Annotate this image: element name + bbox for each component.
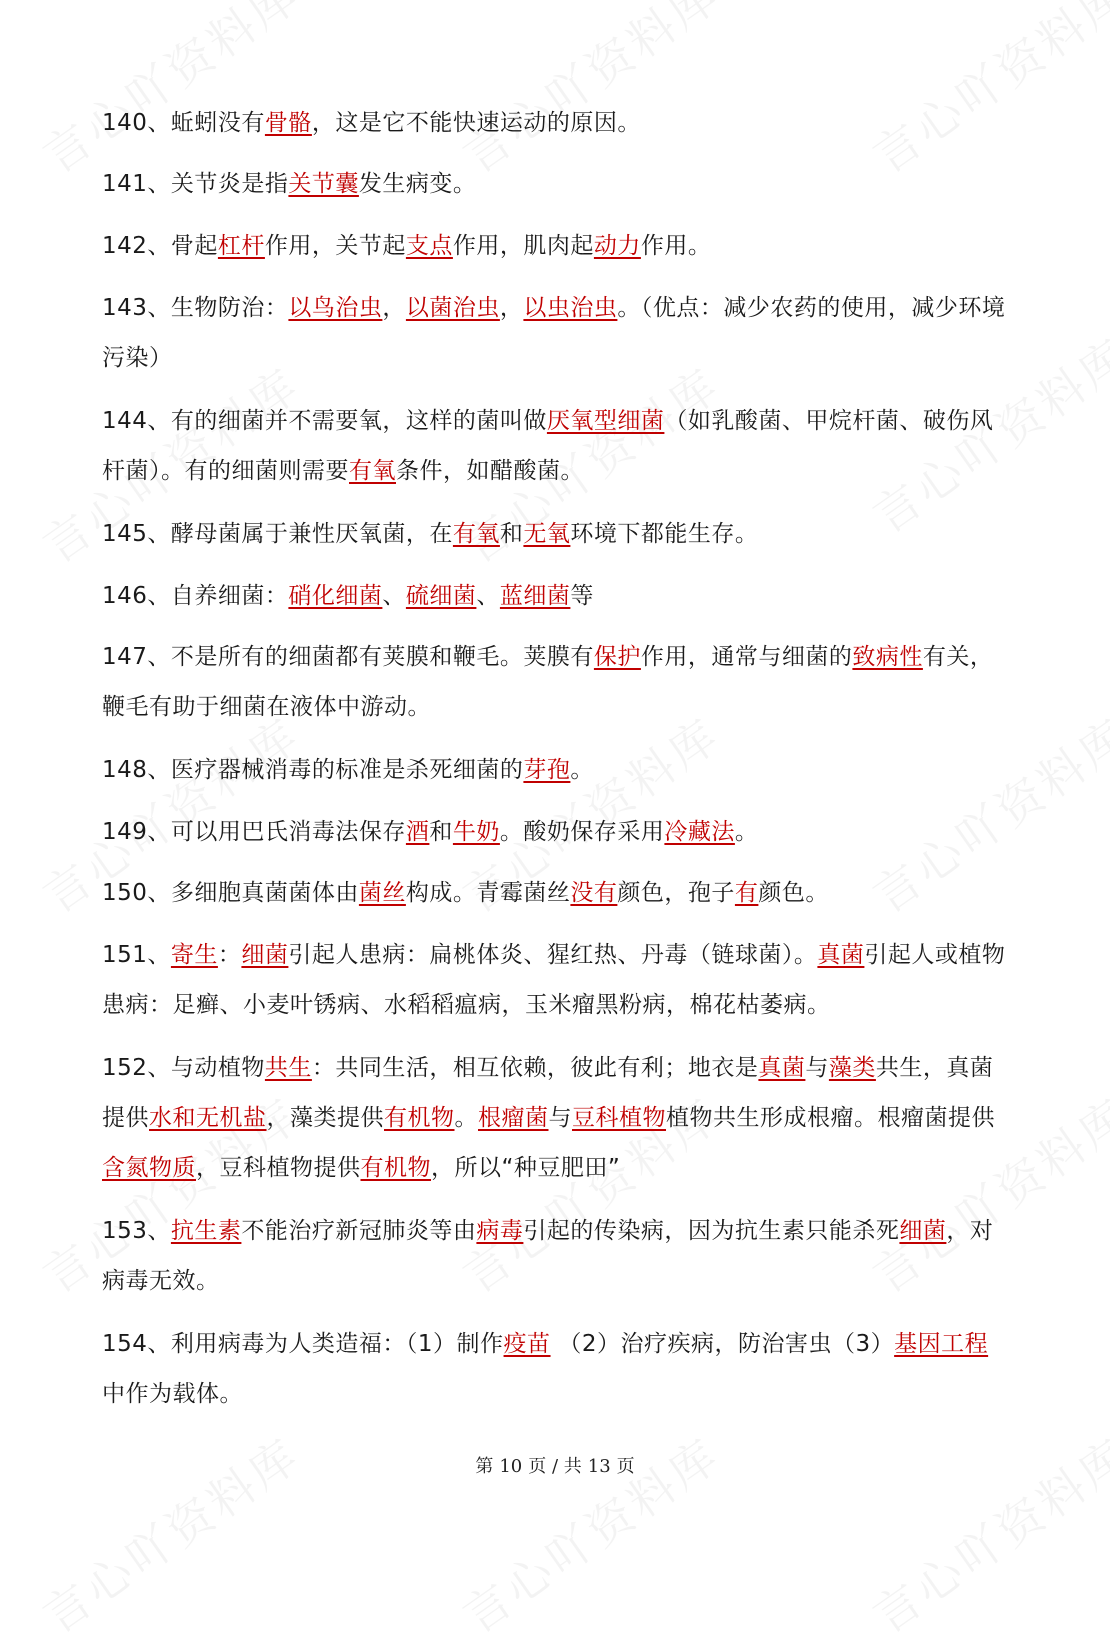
- key-term: 有: [734, 880, 759, 906]
- text-segment: 152、与动植物: [102, 1055, 265, 1081]
- text-segment: 148、医疗器械消毒的标准是杀死细菌的: [102, 757, 524, 783]
- text-segment: ：: [217, 942, 242, 968]
- text-segment: 146、自养细菌：: [102, 583, 289, 609]
- text-segment: 构成。青霉菌丝: [405, 880, 571, 906]
- text-segment: 有关，鞭毛有助于细菌在液体中游动。: [102, 644, 994, 720]
- key-term: 以虫治虫: [523, 295, 618, 321]
- key-term: 支点: [405, 233, 453, 259]
- text-segment: ，藻类提供: [266, 1105, 384, 1131]
- key-term: 有机物: [384, 1105, 455, 1131]
- key-term: 冷藏法: [664, 819, 735, 845]
- page-footer: [0, 1452, 1110, 1478]
- key-term: 硫细菌: [405, 583, 477, 609]
- key-term: 蓝细菌: [499, 583, 571, 609]
- text-segment: ，: [499, 295, 524, 321]
- footer-mid: 页 / 共: [528, 1456, 582, 1477]
- text-segment: 149、可以用巴氏消毒法保存: [102, 819, 406, 845]
- text-segment: ，豆科植物提供: [196, 1155, 361, 1181]
- list-item: [102, 1319, 1007, 1419]
- text-segment: 植物共生形成根瘤。根瘤菌提供: [666, 1105, 995, 1131]
- text-segment: 140、蚯蚓没有: [102, 110, 265, 136]
- key-term: 关节囊: [288, 171, 359, 197]
- key-term: 有氧: [452, 521, 500, 547]
- text-segment: 145、酵母菌属于兼性厌氧菌，在: [102, 521, 453, 547]
- list-item: [102, 868, 1007, 918]
- text-segment: 154、利用病毒为人类造福：（1）制作: [102, 1331, 504, 1357]
- text-segment: 引起人患病：扁桃体炎、猩红热、丹毒（链球菌）。: [288, 942, 818, 968]
- text-segment: 150、多细胞真菌菌体由: [102, 880, 359, 906]
- list-item: [102, 745, 1007, 795]
- key-term: 真菌: [758, 1055, 806, 1081]
- text-segment: 共生，真菌提供: [102, 1055, 994, 1131]
- text-segment: 颜色，孢子: [617, 880, 735, 906]
- list-item: [102, 509, 1007, 559]
- key-term: 厌氧型细菌: [546, 408, 665, 434]
- text-segment: 引起的传染病，因为抗生素只能杀死: [523, 1218, 900, 1244]
- key-term: 疫苗: [503, 1331, 551, 1357]
- total-pages: 13: [587, 1456, 611, 1477]
- list-item: [102, 632, 1007, 732]
- key-term: 以菌治虫: [405, 295, 500, 321]
- key-term: 菌丝: [358, 880, 406, 906]
- footer-prefix: 第: [475, 1456, 494, 1477]
- text-segment: 与: [548, 1105, 572, 1131]
- key-term: 动力: [593, 233, 641, 259]
- text-segment: 。: [570, 757, 594, 783]
- key-term: 豆科植物: [572, 1105, 666, 1131]
- text-segment: 。: [454, 1105, 478, 1131]
- list-item: [102, 98, 1007, 148]
- text-segment: 141、关节炎是指: [102, 171, 289, 197]
- text-segment: 153、: [102, 1218, 171, 1244]
- text-segment: 中作为载体。: [102, 1381, 243, 1407]
- text-segment: 作用，肌肉起: [452, 233, 594, 259]
- key-term: 水和无机盐: [149, 1105, 267, 1131]
- text-segment: 作用。: [640, 233, 712, 259]
- text-segment: ，所以“种豆肥田”: [431, 1155, 621, 1181]
- key-term: 抗生素: [170, 1218, 242, 1244]
- key-term: 根瘤菌: [478, 1105, 549, 1131]
- text-segment: 引起人或植物患病：足癣、小麦叶锈病、水稻稻瘟病，玉米瘤黑粉病，棉花枯萎病。: [102, 942, 1006, 1018]
- key-term: 共生: [264, 1055, 312, 1081]
- list-item: [102, 807, 1007, 857]
- key-term: 有氧: [349, 458, 396, 484]
- list-item: [102, 159, 1007, 209]
- text-segment: （2）治疗疾病，防治害虫（3）: [550, 1331, 895, 1357]
- key-term: 没有: [570, 880, 618, 906]
- list-item: [102, 930, 1007, 1030]
- key-term: 保护: [593, 644, 641, 670]
- text-segment: 条件，如醋酸菌。: [396, 458, 584, 484]
- key-term: 藻类: [828, 1055, 876, 1081]
- key-term: 细菌: [241, 942, 289, 968]
- key-term: 芽孢: [523, 757, 571, 783]
- list-item: [102, 1043, 1007, 1193]
- text-segment: ：共同生活，相互依赖，彼此有利；地衣是: [311, 1055, 759, 1081]
- text-segment: 发生病变。: [358, 171, 477, 197]
- key-term: 牛奶: [452, 819, 500, 845]
- text-segment: ，: [382, 295, 406, 321]
- list-item: [102, 571, 1007, 621]
- list-item: [102, 283, 1007, 383]
- key-term: 寄生: [170, 942, 218, 968]
- text-segment: 、: [382, 583, 406, 609]
- text-segment: 作用，通常与细菌的: [640, 644, 853, 670]
- text-segment: 144、有的细菌并不需要氧，这样的菌叫做: [102, 408, 547, 434]
- text-segment: 。（优点：减少农药的使用，减少环境污染）: [102, 295, 1006, 371]
- text-segment: ，对病毒无效。: [102, 1218, 994, 1294]
- key-term: 杠杆: [217, 233, 265, 259]
- text-segment: 环境下都能生存。: [570, 521, 759, 547]
- text-segment: 等: [570, 583, 594, 609]
- text-segment: 不能治疗新冠肺炎等由: [241, 1218, 477, 1244]
- text-segment: 142、骨起: [102, 233, 218, 259]
- text-segment: ，这是它不能快速运动的原因。: [311, 110, 641, 136]
- text-segment: 147、不是所有的细菌都有荚膜和鞭毛。荚膜有: [102, 644, 594, 670]
- list-item: [102, 221, 1007, 271]
- key-term: 真菌: [817, 942, 865, 968]
- key-term: 含氮物质: [102, 1155, 196, 1181]
- key-term: 基因工程: [894, 1331, 989, 1357]
- key-term: 有机物: [360, 1155, 431, 1181]
- footer-suffix: 页: [616, 1456, 635, 1477]
- text-segment: 151、: [102, 942, 171, 968]
- key-term: 无氧: [523, 521, 571, 547]
- text-segment: 作用，关节起: [264, 233, 406, 259]
- text-segment: 143、生物防治：: [102, 295, 289, 321]
- key-term: 硝化细菌: [288, 583, 383, 609]
- text-segment: 和: [499, 521, 524, 547]
- text-segment: 颜色。: [758, 880, 829, 906]
- page-number: 10: [499, 1456, 523, 1477]
- list-item: [102, 1206, 1007, 1306]
- key-term: 以鸟治虫: [288, 295, 383, 321]
- key-term: 骨骼: [264, 110, 312, 136]
- text-segment: 、: [476, 583, 500, 609]
- text-segment: 。酸奶保存采用: [499, 819, 665, 845]
- key-term: 酒: [405, 819, 430, 845]
- key-term: 致病性: [852, 644, 923, 670]
- text-segment: 与: [805, 1055, 829, 1081]
- key-term: 病毒: [476, 1218, 524, 1244]
- text-segment: 和: [429, 819, 453, 845]
- text-segment: （如乳酸菌、甲烷杆菌、破伤风杆菌）。有的细菌则需要: [102, 408, 994, 484]
- text-segment: 。: [734, 819, 759, 845]
- list-item: [102, 396, 1007, 496]
- key-term: 细菌: [899, 1218, 947, 1244]
